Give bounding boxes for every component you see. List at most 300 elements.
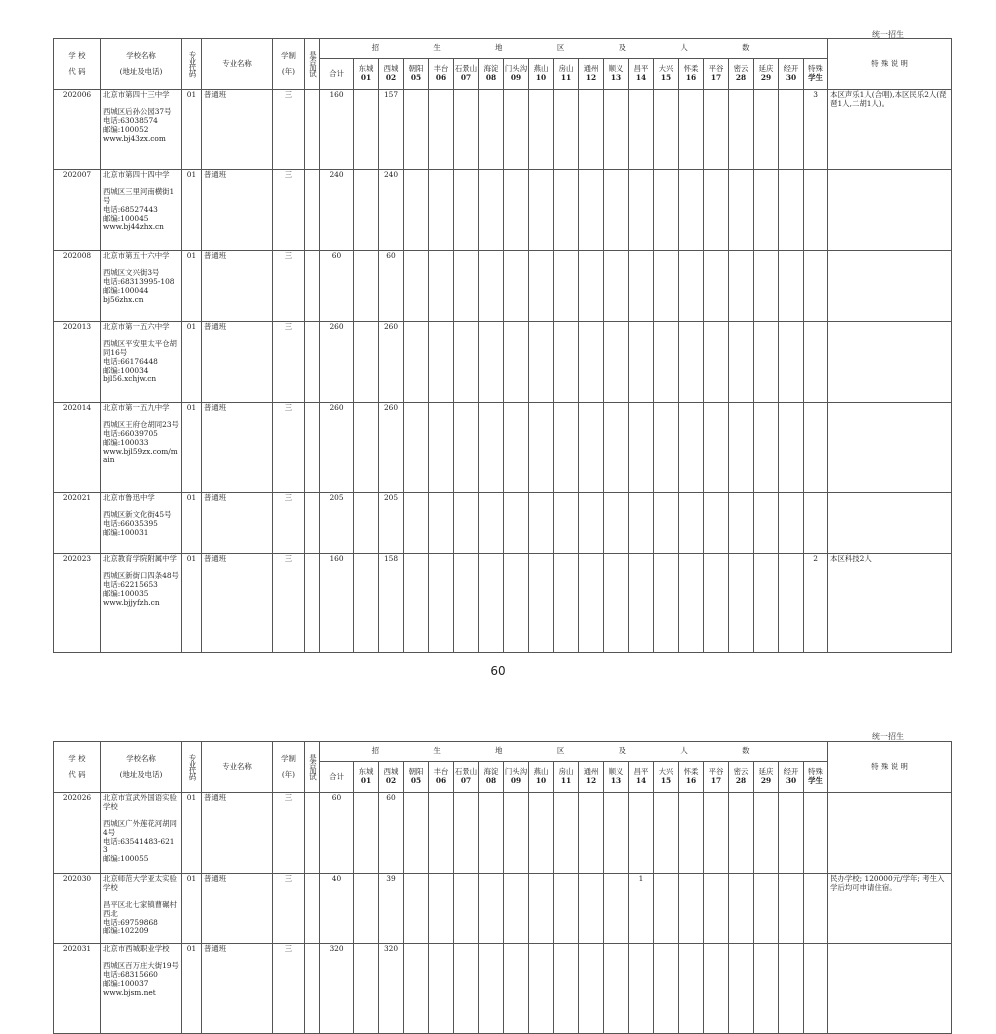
school-address-line: www.bj43zx.com (103, 133, 166, 143)
header-school-name (101, 39, 182, 90)
school-name: 北京市第五十六中学 (103, 251, 170, 260)
district-count-01 (354, 322, 379, 403)
duration: 三 (273, 403, 305, 493)
header-district-02 (379, 762, 404, 793)
total-count: 240 (320, 170, 354, 251)
school-address-line: 邮编:100033 (103, 437, 149, 447)
school-code: 202013 (54, 322, 101, 403)
district-count-05 (404, 170, 429, 251)
district-count-06 (429, 90, 454, 170)
table-row (54, 493, 952, 554)
school-address-line: 邮编:100037 (103, 978, 149, 988)
district-count-02: 260 (379, 322, 404, 403)
district-count-07 (454, 944, 479, 1034)
district-code: 28 (735, 73, 747, 82)
district-code: 17 (710, 776, 722, 785)
district-count-13 (604, 90, 629, 170)
district-count-02: 320 (379, 944, 404, 1034)
header-district-28 (729, 762, 754, 793)
district-count-07 (454, 90, 479, 170)
enrollment-table-top (53, 38, 952, 653)
district-count-10 (529, 251, 554, 322)
extra-test (305, 874, 320, 944)
duration: 三 (273, 90, 305, 170)
district-count-12 (579, 554, 604, 653)
duration: 三 (273, 944, 305, 1034)
district-count-28 (729, 170, 754, 251)
header-special-line1: 特殊 (808, 767, 823, 777)
district-count-09 (504, 251, 529, 322)
special-count (804, 493, 828, 554)
district-count-08 (479, 874, 504, 944)
header-district-02 (379, 59, 404, 90)
district-count-10 (529, 493, 554, 554)
school-code: 202023 (54, 554, 101, 653)
total-count: 205 (320, 493, 354, 554)
school-address-line: 西城区后孙公园37号 (103, 106, 172, 116)
school-address-line: 西城区王府仓胡同23号 (103, 419, 179, 429)
district-name: 顺义 (608, 64, 624, 74)
header-district-12 (579, 762, 604, 793)
header-district-13 (604, 762, 629, 793)
district-count-09 (504, 322, 529, 403)
district-count-12 (579, 251, 604, 322)
header-district-07 (454, 59, 479, 90)
district-count-28 (729, 493, 754, 554)
school-name: 北京市第四十三中学 (103, 90, 170, 99)
district-name: 经开 (783, 767, 799, 777)
header-special (804, 59, 828, 90)
district-count-29 (754, 90, 779, 170)
district-name: 怀柔 (683, 64, 699, 74)
header-row-1 (54, 742, 952, 762)
school-address-line: 昌平区北七家镇曹碾村西北 (103, 899, 177, 918)
district-count-08 (479, 403, 504, 493)
header-district-30 (779, 59, 804, 90)
school-info (101, 322, 182, 403)
district-code: 15 (660, 73, 672, 82)
district-count-11 (554, 493, 579, 554)
header-district-09 (504, 59, 529, 90)
header-major-name: 专业名称 (202, 39, 273, 90)
district-name: 石景山 (454, 64, 478, 74)
district-count-09 (504, 874, 529, 944)
district-count-01 (354, 403, 379, 493)
district-count-09 (504, 554, 529, 653)
major-code: 01 (182, 874, 202, 944)
district-count-10 (529, 554, 554, 653)
district-code: 11 (560, 73, 572, 82)
district-count-01 (354, 90, 379, 170)
school-address-line: 西城区广外莲花河胡同4号 (103, 818, 177, 837)
district-count-29 (754, 251, 779, 322)
major-name: 普通班 (202, 170, 273, 251)
table-row (54, 793, 952, 874)
district-code: 09 (510, 776, 522, 785)
extra-test (305, 493, 320, 554)
district-count-06 (429, 793, 454, 874)
district-count-28 (729, 403, 754, 493)
special-notes (828, 170, 952, 251)
header-district-14 (629, 59, 654, 90)
school-info (101, 944, 182, 1034)
header-district-30 (779, 762, 804, 793)
header-district-10 (529, 762, 554, 793)
school-address-line: 电话:66039705 (103, 428, 158, 438)
school-code: 202014 (54, 403, 101, 493)
table-row (54, 170, 952, 251)
extra-test (305, 90, 320, 170)
district-count-06 (429, 251, 454, 322)
school-address-line: 电话:66035395 (103, 518, 158, 528)
special-count: 3 (804, 90, 828, 170)
district-count-05 (404, 403, 429, 493)
header-district-29 (754, 59, 779, 90)
district-count-05 (404, 90, 429, 170)
district-name: 丰台 (433, 767, 449, 777)
district-count-08 (479, 554, 504, 653)
district-name: 平谷 (708, 767, 724, 777)
district-count-30 (779, 403, 804, 493)
district-count-10 (529, 874, 554, 944)
header-extra-test-text: 是否加试 (308, 754, 318, 780)
district-count-13 (604, 493, 629, 554)
school-address-line: 西城区平安里太平仓胡同16号 (103, 338, 177, 357)
table-row (54, 322, 952, 403)
header-district-16 (679, 59, 704, 90)
school-address-line: 邮编:100035 (103, 588, 149, 598)
district-count-16 (679, 322, 704, 403)
district-code: 12 (585, 776, 597, 785)
district-name: 西城 (383, 64, 399, 74)
district-count-13 (604, 554, 629, 653)
district-count-15 (654, 944, 679, 1034)
district-count-01 (354, 554, 379, 653)
district-name: 门头沟 (504, 767, 528, 777)
district-name: 大兴 (658, 64, 674, 74)
special-notes (828, 322, 952, 403)
header-school-name-line2: (地址及电话) (119, 66, 163, 76)
district-count-28 (729, 793, 754, 874)
extra-test (305, 944, 320, 1034)
special-notes (828, 944, 952, 1034)
enrollment-table-bottom (53, 741, 952, 1034)
school-address-line: 电话:68527443 (103, 204, 158, 214)
district-count-07 (454, 322, 479, 403)
major-name: 普通班 (202, 793, 273, 874)
district-count-17 (704, 322, 729, 403)
school-name: 北京师范大学亚太实验学校 (103, 874, 177, 892)
header-district-06 (429, 59, 454, 90)
district-count-13 (604, 251, 629, 322)
district-count-30 (779, 90, 804, 170)
school-address-line: 邮编:100044 (103, 285, 149, 295)
school-code: 202021 (54, 493, 101, 554)
special-notes: 本区科技2人 (828, 554, 952, 653)
header-total: 合计 (320, 59, 354, 90)
district-code: 12 (585, 73, 597, 82)
header-region-title: 招 生 地 区 及 人 数 (320, 39, 828, 59)
district-name: 朝阳 (408, 64, 424, 74)
district-count-06 (429, 403, 454, 493)
district-count-02: 39 (379, 874, 404, 944)
district-count-28 (729, 90, 754, 170)
header-duration-line1: 学制 (281, 753, 296, 763)
district-count-15 (654, 554, 679, 653)
district-code: 07 (460, 73, 472, 82)
district-count-12 (579, 874, 604, 944)
district-name: 昌平 (633, 767, 649, 777)
school-name: 北京市第一五六中学 (103, 322, 170, 331)
total-count: 160 (320, 554, 354, 653)
header-special-line1: 特殊 (808, 64, 823, 74)
district-count-02: 60 (379, 251, 404, 322)
school-address-line: 西城区百万庄大街19号 (103, 960, 179, 970)
district-count-13 (604, 322, 629, 403)
district-name: 昌平 (633, 64, 649, 74)
district-code: 02 (385, 73, 397, 82)
district-count-13 (604, 793, 629, 874)
school-address-line: 邮编:100031 (103, 527, 149, 537)
school-address-line: 西城区三里河南横街1号 (103, 186, 175, 205)
major-name: 普通班 (202, 90, 273, 170)
district-name: 燕山 (533, 767, 549, 777)
school-name: 北京市鲁迅中学 (103, 493, 155, 502)
district-count-05 (404, 944, 429, 1034)
district-code: 13 (610, 73, 622, 82)
page-tag-top: 统一招生 (872, 30, 904, 39)
special-count: 2 (804, 554, 828, 653)
district-count-06 (429, 493, 454, 554)
duration: 三 (273, 793, 305, 874)
district-count-15 (654, 322, 679, 403)
district-count-16 (679, 251, 704, 322)
header-district-28 (729, 59, 754, 90)
header-district-12 (579, 59, 604, 90)
major-name: 普通班 (202, 874, 273, 944)
major-code: 01 (182, 170, 202, 251)
district-count-10 (529, 322, 554, 403)
district-count-14 (629, 170, 654, 251)
header-district-14 (629, 762, 654, 793)
special-notes: 本区声乐1人(合唱),本区民乐2人(琵琶1人,二胡1人)。 (828, 90, 952, 170)
duration: 三 (273, 322, 305, 403)
school-info (101, 493, 182, 554)
district-name: 海淀 (483, 64, 499, 74)
table-row (54, 554, 952, 653)
special-notes (828, 793, 952, 874)
district-count-07 (454, 554, 479, 653)
header-notes: 特 殊 说 明 (828, 742, 952, 793)
school-info (101, 403, 182, 493)
district-code: 02 (385, 776, 397, 785)
header-district-17 (704, 762, 729, 793)
header-major-code (182, 742, 202, 793)
district-count-28 (729, 251, 754, 322)
header-district-15 (654, 762, 679, 793)
district-count-13 (604, 944, 629, 1034)
district-count-06 (429, 322, 454, 403)
district-count-05 (404, 493, 429, 554)
school-address-line: 西城区新文化街45号 (103, 509, 172, 519)
page-number: 60 (490, 664, 506, 678)
district-count-16 (679, 944, 704, 1034)
school-address-line: bjl56.xchjw.cn (103, 374, 157, 384)
district-count-08 (479, 322, 504, 403)
district-name: 东城 (358, 64, 374, 74)
district-code: 15 (660, 776, 672, 785)
header-extra-test (305, 742, 320, 793)
district-code: 14 (635, 776, 647, 785)
district-count-12 (579, 403, 604, 493)
header-school-code-line2: 代 码 (68, 66, 86, 76)
header-district-08 (479, 762, 504, 793)
district-code: 16 (685, 776, 697, 785)
district-name: 朝阳 (408, 767, 424, 777)
district-count-09 (504, 90, 529, 170)
district-count-12 (579, 944, 604, 1034)
total-count: 40 (320, 874, 354, 944)
district-count-30 (779, 944, 804, 1034)
header-district-13 (604, 59, 629, 90)
duration: 三 (273, 251, 305, 322)
district-count-10 (529, 170, 554, 251)
district-count-09 (504, 944, 529, 1034)
district-count-11 (554, 90, 579, 170)
district-count-02: 158 (379, 554, 404, 653)
district-count-17 (704, 170, 729, 251)
table-row (54, 874, 952, 944)
district-count-08 (479, 170, 504, 251)
extra-test (305, 554, 320, 653)
district-count-28 (729, 944, 754, 1034)
special-notes (828, 251, 952, 322)
district-count-30 (779, 170, 804, 251)
district-code: 06 (435, 776, 447, 785)
header-district-05 (404, 59, 429, 90)
school-address-line: 西城区文兴街3号 (103, 267, 160, 277)
header-duration (273, 742, 305, 793)
school-address-line: 邮编:100055 (103, 854, 149, 864)
district-name: 燕山 (533, 64, 549, 74)
page-tag-bottom: 统一招生 (872, 732, 904, 741)
district-count-29 (754, 403, 779, 493)
district-count-09 (504, 170, 529, 251)
school-address-line: 电话:68313995-108 (103, 276, 175, 286)
district-name: 东城 (358, 767, 374, 777)
district-code: 06 (435, 73, 447, 82)
major-code: 01 (182, 90, 202, 170)
district-count-14 (629, 90, 654, 170)
district-code: 07 (460, 776, 472, 785)
school-address-line: 电话:63038574 (103, 115, 158, 125)
district-count-16 (679, 793, 704, 874)
district-name: 密云 (733, 767, 749, 777)
school-address-line: www.bjjyfzh.cn (103, 597, 160, 607)
district-count-14: 1 (629, 874, 654, 944)
major-code: 01 (182, 403, 202, 493)
header-duration-line2: (年) (281, 769, 296, 779)
district-count-15 (654, 170, 679, 251)
district-count-14 (629, 403, 654, 493)
school-address-line: 邮编:100034 (103, 365, 149, 375)
district-count-30 (779, 493, 804, 554)
district-name: 房山 (558, 767, 574, 777)
district-count-11 (554, 874, 579, 944)
district-count-11 (554, 554, 579, 653)
district-count-11 (554, 403, 579, 493)
district-count-05 (404, 251, 429, 322)
district-count-07 (454, 251, 479, 322)
district-name: 大兴 (658, 767, 674, 777)
district-count-10 (529, 90, 554, 170)
table-row (54, 403, 952, 493)
district-count-16 (679, 874, 704, 944)
district-count-06 (429, 874, 454, 944)
district-code: 09 (510, 73, 522, 82)
special-count (804, 944, 828, 1034)
header-major-name: 专业名称 (202, 742, 273, 793)
district-name: 西城 (383, 767, 399, 777)
special-notes: 民办学校; 120000元/学年; 考生入学后均可申请住宿。 (828, 874, 952, 944)
major-code: 01 (182, 322, 202, 403)
header-major-code-text: 专业代码 (187, 51, 197, 77)
total-count: 320 (320, 944, 354, 1034)
major-name: 普通班 (202, 944, 273, 1034)
district-name: 房山 (558, 64, 574, 74)
district-count-16 (679, 554, 704, 653)
school-address-line: www.bjl59zx.com/main (103, 446, 178, 465)
extra-test (305, 403, 320, 493)
school-name: 北京市第四十四中学 (103, 170, 170, 179)
district-count-29 (754, 322, 779, 403)
district-count-02: 240 (379, 170, 404, 251)
header-region-title: 招 生 地 区 及 人 数 (320, 742, 828, 762)
school-address-line: www.bj44zhx.cn (103, 222, 164, 232)
header-school-name-line1: 学校名称 (126, 753, 156, 763)
district-count-30 (779, 322, 804, 403)
district-name: 门头沟 (504, 64, 528, 74)
district-count-15 (654, 251, 679, 322)
district-count-29 (754, 170, 779, 251)
district-count-30 (779, 874, 804, 944)
school-info (101, 554, 182, 653)
district-code: 30 (785, 73, 797, 82)
district-count-09 (504, 793, 529, 874)
major-code: 01 (182, 944, 202, 1034)
header-district-07 (454, 762, 479, 793)
district-count-10 (529, 403, 554, 493)
district-count-01 (354, 251, 379, 322)
district-count-06 (429, 944, 454, 1034)
school-name: 北京市宣武外国语实验学校 (103, 793, 177, 811)
district-count-07 (454, 403, 479, 493)
school-code: 202031 (54, 944, 101, 1034)
school-info (101, 874, 182, 944)
district-count-11 (554, 322, 579, 403)
school-address-line: 电话:62215653 (103, 579, 158, 589)
school-address-line: 电话:63541483-6213 (103, 836, 175, 855)
major-name: 普通班 (202, 322, 273, 403)
major-name: 普通班 (202, 251, 273, 322)
header-district-01 (354, 762, 379, 793)
district-count-12 (579, 793, 604, 874)
header-district-11 (554, 762, 579, 793)
total-count: 160 (320, 90, 354, 170)
district-count-15 (654, 493, 679, 554)
header-district-16 (679, 762, 704, 793)
district-count-29 (754, 793, 779, 874)
